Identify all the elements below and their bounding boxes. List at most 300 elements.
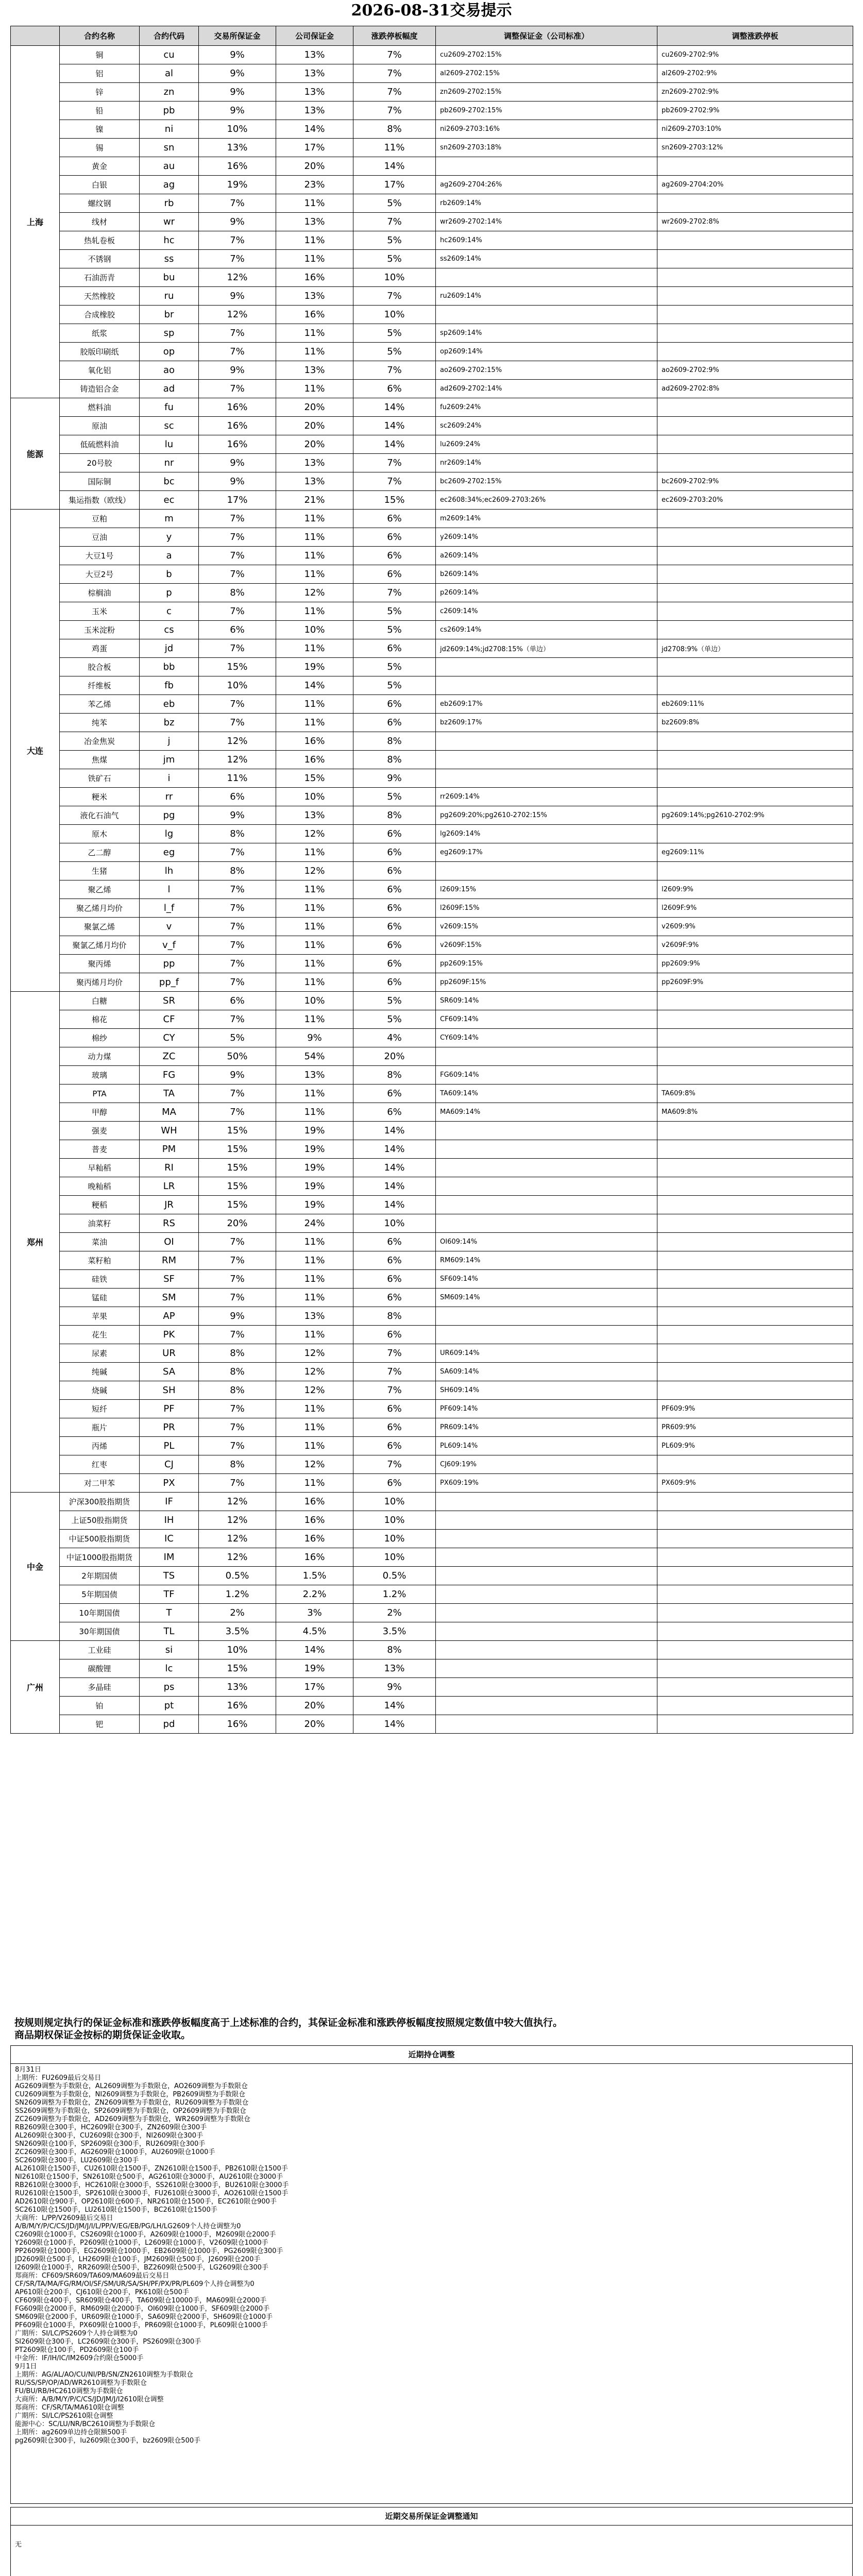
adjusted-margin: PX609:19% <box>436 1474 657 1493</box>
contract-name: 上证50股指期货 <box>60 1511 140 1530</box>
contract-name: 石油沥青 <box>60 268 140 287</box>
contract-code: RS <box>140 1214 199 1233</box>
table-row <box>11 1233 853 1251</box>
adjusted-limit <box>657 1363 853 1381</box>
adjusted-limit <box>657 1678 853 1697</box>
adjusted-limit <box>657 1122 853 1140</box>
table-row <box>11 1214 853 1233</box>
contract-name: 尿素 <box>60 1344 140 1363</box>
table-row <box>11 1585 853 1604</box>
contract-name: 工业硅 <box>60 1641 140 1659</box>
contract-code: ad <box>140 380 199 398</box>
company-margin: 11% <box>276 1270 353 1289</box>
adjusted-limit <box>657 194 853 213</box>
contract-name: 棉花 <box>60 1010 140 1029</box>
contract-code: pp_f <box>140 973 199 992</box>
adjusted-limit <box>657 992 853 1010</box>
exchange-margin: 3.5% <box>199 1622 276 1641</box>
contract-code: PR <box>140 1418 199 1437</box>
exchange-margin: 8% <box>199 1363 276 1381</box>
adjusted-margin: ec2608:34%;ec2609-2703:26% <box>436 491 657 510</box>
contract-code: lc <box>140 1659 199 1678</box>
table-row <box>11 1029 853 1047</box>
table-row <box>11 992 853 1010</box>
exchange-margin: 15% <box>199 1196 276 1214</box>
contract-name: 螺纹钢 <box>60 194 140 213</box>
adjusted-margin <box>436 732 657 751</box>
exchange-margin: 7% <box>199 936 276 955</box>
table-row <box>11 565 853 584</box>
company-margin: 1.5% <box>276 1567 353 1585</box>
contract-code: lh <box>140 862 199 880</box>
price-limit: 6% <box>353 918 436 936</box>
adjusted-margin: l2609:15% <box>436 880 657 899</box>
exchange-margin: 6% <box>199 788 276 806</box>
price-limit: 7% <box>353 1344 436 1363</box>
price-limit: 10% <box>353 1548 436 1567</box>
adjusted-margin: hc2609:14% <box>436 231 657 250</box>
table-row <box>11 194 853 213</box>
company-margin: 11% <box>276 843 353 862</box>
adjusted-limit <box>657 1159 853 1177</box>
price-limit: 14% <box>353 1177 436 1196</box>
contract-code: hc <box>140 231 199 250</box>
exchange-margin: 7% <box>199 343 276 361</box>
contract-code: IH <box>140 1511 199 1530</box>
exchange-margin: 10% <box>199 676 276 695</box>
contract-code: UR <box>140 1344 199 1363</box>
exchange-margin: 13% <box>199 1678 276 1697</box>
adjusted-limit <box>657 1307 853 1326</box>
table-row <box>11 639 853 658</box>
company-margin: 11% <box>276 1010 353 1029</box>
adjusted-margin: CJ609:19% <box>436 1455 657 1474</box>
contract-name: 线材 <box>60 213 140 231</box>
company-margin: 16% <box>276 1511 353 1530</box>
contract-name: 低硫燃料油 <box>60 435 140 454</box>
contract-name: 普麦 <box>60 1140 140 1159</box>
section-title: 近期交易所保证金调整通知 <box>11 2507 852 2526</box>
price-limit: 6% <box>353 714 436 732</box>
exchange-margin: 7% <box>199 1326 276 1344</box>
section-date: 8月31日 <box>15 2066 41 2074</box>
table-row <box>11 547 853 565</box>
adjusted-limit: bz2609:8% <box>657 714 853 732</box>
adjusted-limit <box>657 1641 853 1659</box>
contract-name: 多晶硅 <box>60 1678 140 1697</box>
adjusted-limit <box>657 1289 853 1307</box>
contract-name: 镍 <box>60 120 140 139</box>
exchange-margin: 7% <box>199 380 276 398</box>
company-margin: 13% <box>276 83 353 101</box>
adjusted-limit <box>657 1066 853 1084</box>
rules-notice: 按规则规定执行的保证金标准和涨跌停板幅度高于上述标准的合约，其保证金标准和涨跌停板幅度按照规定数值中较大值执行。 商品期权保证金按标的期货保证金收取。 <box>14 2017 563 2041</box>
exchange-margin: 7% <box>199 714 276 732</box>
contract-code: ss <box>140 250 199 268</box>
price-limit: 7% <box>353 361 436 380</box>
table-row <box>11 1307 853 1326</box>
contract-name: 豆油 <box>60 528 140 547</box>
price-limit: 7% <box>353 584 436 602</box>
company-margin: 19% <box>276 1196 353 1214</box>
company-margin: 11% <box>276 510 353 528</box>
exchange-header <box>11 26 60 46</box>
adjusted-margin: a2609:14% <box>436 547 657 565</box>
table-row <box>11 676 853 695</box>
price-limit: 7% <box>353 1455 436 1474</box>
company-margin: 10% <box>276 621 353 639</box>
column-header: 调整涨跌停板 <box>657 26 853 46</box>
contract-name: 纯苯 <box>60 714 140 732</box>
contract-name: 鸡蛋 <box>60 639 140 658</box>
company-margin: 11% <box>276 1289 353 1307</box>
adjusted-limit <box>657 1585 853 1604</box>
contract-name: 合成橡胶 <box>60 306 140 324</box>
adjusted-margin: bz2609:17% <box>436 714 657 732</box>
adjusted-limit: PX609:9% <box>657 1474 853 1493</box>
price-limit: 7% <box>353 213 436 231</box>
company-margin: 11% <box>276 565 353 584</box>
company-margin: 2.2% <box>276 1585 353 1604</box>
contract-code: CF <box>140 1010 199 1029</box>
table-row <box>11 1697 853 1715</box>
adjusted-margin: y2609:14% <box>436 528 657 547</box>
table-row <box>11 287 853 306</box>
company-margin: 20% <box>276 157 353 176</box>
price-limit: 6% <box>353 973 436 992</box>
table-row <box>11 472 853 491</box>
contract-code: zn <box>140 83 199 101</box>
exchange-margin: 7% <box>199 547 276 565</box>
company-margin: 13% <box>276 454 353 472</box>
adjusted-margin: MA609:14% <box>436 1103 657 1122</box>
adjusted-margin <box>436 1641 657 1659</box>
table-row <box>11 268 853 287</box>
exchange-margin: 20% <box>199 1214 276 1233</box>
exchange-margin: 2% <box>199 1604 276 1622</box>
price-limit: 10% <box>353 1493 436 1511</box>
adjusted-margin: bc2609-2702:15% <box>436 472 657 491</box>
company-margin: 11% <box>276 1233 353 1251</box>
contract-name: 中证500股指期货 <box>60 1530 140 1548</box>
table-row <box>11 64 853 83</box>
table-row <box>11 1418 853 1437</box>
adjusted-margin <box>436 751 657 769</box>
exchange-margin: 9% <box>199 806 276 825</box>
exchange-margin: 7% <box>199 639 276 658</box>
adjusted-margin <box>436 862 657 880</box>
contract-code: FG <box>140 1066 199 1084</box>
adjusted-limit <box>657 454 853 472</box>
exchange-margin: 7% <box>199 695 276 714</box>
price-limit: 14% <box>353 398 436 417</box>
adjusted-limit: ao2609-2702:9% <box>657 361 853 380</box>
contract-code: l <box>140 880 199 899</box>
adjusted-margin: OI609:14% <box>436 1233 657 1251</box>
adjusted-limit <box>657 1140 853 1159</box>
adjusted-limit <box>657 1326 853 1344</box>
contract-code: ec <box>140 491 199 510</box>
section-text-2: 9月1日 上期所：AG/AL/AO/CU/NI/PB/SN/ZN2610调整为手数限仓 RU/SS/SP/OP/AD/WR2610调整为手数限仓 FU/BU/RB/HC2610调整为手数限仓 大商所：A/B/M/Y/P/C/CS/JD/JM/J/I2610限仓调整 郑商所：CF/SR/TA/MA610限仓调整 广期所：SI/LC/PS2610限仓调整 能源中心：SC/LU/NR/BC2610调整为手数限仓 上期所：ag2609单边持仓限额500手 pg2609限仓300手，lu2609限仓300手，bz2609限仓500手 <box>15 2363 201 2445</box>
price-limit: 6% <box>353 1400 436 1418</box>
adjusted-margin: pb2609-2702:15% <box>436 101 657 120</box>
adjusted-limit <box>657 1530 853 1548</box>
exchange-label: 广州 <box>11 1641 60 1734</box>
exchange-margin: 19% <box>199 176 276 194</box>
adjusted-margin: ru2609:14% <box>436 287 657 306</box>
company-margin: 16% <box>276 306 353 324</box>
table-row <box>11 899 853 918</box>
contract-code: TF <box>140 1585 199 1604</box>
adjusted-limit <box>657 565 853 584</box>
contract-name: 粳稻 <box>60 1196 140 1214</box>
contract-code: nr <box>140 454 199 472</box>
contract-name: 铂 <box>60 1697 140 1715</box>
table-row <box>11 936 853 955</box>
adjusted-limit <box>657 1659 853 1678</box>
price-limit: 6% <box>353 825 436 843</box>
exchange-margin: 7% <box>199 1233 276 1251</box>
exchange-margin: 13% <box>199 139 276 157</box>
adjusted-margin: nr2609:14% <box>436 454 657 472</box>
exchange-margin: 9% <box>199 1307 276 1326</box>
company-margin: 4.5% <box>276 1622 353 1641</box>
exchange-margin: 8% <box>199 1381 276 1400</box>
company-margin: 16% <box>276 751 353 769</box>
contract-code: l_f <box>140 899 199 918</box>
exchange-margin: 9% <box>199 454 276 472</box>
column-header: 涨跌停板幅度 <box>353 26 436 46</box>
price-limit: 5% <box>353 231 436 250</box>
exchange-label: 中金 <box>11 1493 60 1641</box>
adjusted-margin: SH609:14% <box>436 1381 657 1400</box>
adjusted-margin: pp2609:15% <box>436 955 657 973</box>
contract-name: 原木 <box>60 825 140 843</box>
table-row <box>11 231 853 250</box>
exchange-margin: 12% <box>199 306 276 324</box>
adjusted-limit <box>657 1214 853 1233</box>
contract-name: 液化石油气 <box>60 806 140 825</box>
adjusted-limit <box>657 1697 853 1715</box>
price-limit: 6% <box>353 528 436 547</box>
exchange-margin: 12% <box>199 732 276 751</box>
adjusted-limit <box>657 157 853 176</box>
price-limit: 10% <box>353 306 436 324</box>
exchange-margin: 1.2% <box>199 1585 276 1604</box>
adjusted-limit: pp2609:9% <box>657 955 853 973</box>
adjusted-limit: al2609-2702:9% <box>657 64 853 83</box>
adjusted-margin <box>436 658 657 676</box>
price-limit: 15% <box>353 491 436 510</box>
price-limit: 14% <box>353 1159 436 1177</box>
table-row <box>11 120 853 139</box>
contract-code: c <box>140 602 199 621</box>
price-limit: 6% <box>353 1103 436 1122</box>
contract-name: 乙二醇 <box>60 843 140 862</box>
company-margin: 23% <box>276 176 353 194</box>
price-limit: 14% <box>353 1697 436 1715</box>
contract-name: 对二甲苯 <box>60 1474 140 1493</box>
contract-code: ao <box>140 361 199 380</box>
adjusted-margin: lu2609:24% <box>436 435 657 454</box>
price-limit: 6% <box>353 510 436 528</box>
table-row <box>11 139 853 157</box>
adjusted-limit: wr2609-2702:8% <box>657 213 853 231</box>
price-limit: 7% <box>353 472 436 491</box>
table-row <box>11 1455 853 1474</box>
contract-code: op <box>140 343 199 361</box>
company-margin: 12% <box>276 1381 353 1400</box>
company-margin: 13% <box>276 472 353 491</box>
price-limit: 5% <box>353 992 436 1010</box>
adjusted-limit <box>657 1715 853 1734</box>
company-margin: 11% <box>276 1418 353 1437</box>
price-limit: 7% <box>353 46 436 64</box>
contract-name: 豆粕 <box>60 510 140 528</box>
table-row <box>11 788 853 806</box>
adjusted-margin <box>436 1196 657 1214</box>
adjusted-limit <box>657 1455 853 1474</box>
adjusted-limit <box>657 250 853 268</box>
adjusted-limit <box>657 584 853 602</box>
exchange-margin: 7% <box>199 1400 276 1418</box>
exchange-margin: 10% <box>199 1641 276 1659</box>
company-margin: 11% <box>276 343 353 361</box>
exchange-margin: 9% <box>199 64 276 83</box>
price-limit: 8% <box>353 1307 436 1326</box>
adjusted-limit <box>657 1196 853 1214</box>
table-row <box>11 46 853 64</box>
table-row <box>11 658 853 676</box>
adjusted-limit <box>657 1010 853 1029</box>
trading-notice-sheet <box>10 0 853 2576</box>
contract-code: rr <box>140 788 199 806</box>
adjusted-limit <box>657 1344 853 1363</box>
adjusted-limit <box>657 287 853 306</box>
contract-code: au <box>140 157 199 176</box>
adjusted-limit <box>657 676 853 695</box>
adjusted-limit <box>657 1251 853 1270</box>
adjusted-margin: SA609:14% <box>436 1363 657 1381</box>
table-body <box>11 46 853 1734</box>
company-margin: 14% <box>276 120 353 139</box>
adjusted-limit <box>657 398 853 417</box>
contract-code: br <box>140 306 199 324</box>
price-limit: 10% <box>353 1511 436 1530</box>
exchange-margin: 8% <box>199 1455 276 1474</box>
contract-name: 铝 <box>60 64 140 83</box>
exchange-margin: 6% <box>199 621 276 639</box>
exchange-margin: 6% <box>199 992 276 1010</box>
exchange-margin: 15% <box>199 1122 276 1140</box>
adjusted-margin <box>436 268 657 287</box>
adjusted-margin: ao2609-2702:15% <box>436 361 657 380</box>
price-limit: 14% <box>353 1122 436 1140</box>
table-row <box>11 1066 853 1084</box>
table-row <box>11 306 853 324</box>
contract-code: JR <box>140 1196 199 1214</box>
contract-name: 菜油 <box>60 1233 140 1251</box>
adjusted-margin: ni2609-2703:16% <box>436 120 657 139</box>
price-limit: 13% <box>353 1659 436 1678</box>
adjusted-limit <box>657 306 853 324</box>
exchange-margin: 9% <box>199 83 276 101</box>
adjusted-limit <box>657 602 853 621</box>
price-limit: 5% <box>353 676 436 695</box>
adjusted-limit <box>657 268 853 287</box>
table-row <box>11 1659 853 1678</box>
adjusted-margin <box>436 676 657 695</box>
adjusted-limit <box>657 1604 853 1622</box>
adjusted-limit <box>657 769 853 788</box>
company-margin: 11% <box>276 324 353 343</box>
adjusted-limit <box>657 732 853 751</box>
table-row <box>11 380 853 398</box>
table-row <box>11 1122 853 1140</box>
company-margin: 11% <box>276 714 353 732</box>
company-margin: 11% <box>276 1103 353 1122</box>
table-row <box>11 1511 853 1530</box>
exchange-margin: 9% <box>199 287 276 306</box>
exchange-margin: 7% <box>199 528 276 547</box>
table-row <box>11 1270 853 1289</box>
adjusted-margin <box>436 1659 657 1678</box>
company-margin: 11% <box>276 380 353 398</box>
price-limit: 9% <box>353 1678 436 1697</box>
adjusted-margin <box>436 1177 657 1196</box>
table-row <box>11 361 853 380</box>
table-row <box>11 1678 853 1697</box>
table-row <box>11 1567 853 1585</box>
adjusted-margin: v2609F:15% <box>436 936 657 955</box>
column-header: 合约代码 <box>140 26 199 46</box>
adjusted-margin: pp2609F:15% <box>436 973 657 992</box>
exchange-margin: 7% <box>199 955 276 973</box>
contract-name: 苯乙烯 <box>60 695 140 714</box>
adjusted-margin: SM609:14% <box>436 1289 657 1307</box>
company-margin: 12% <box>276 825 353 843</box>
contract-code: v_f <box>140 936 199 955</box>
contract-name: 甲醇 <box>60 1103 140 1122</box>
exchange-margin: 9% <box>199 101 276 120</box>
page-title: 2026-08-31交易提示 <box>351 2 512 20</box>
contract-code: fb <box>140 676 199 695</box>
section-body <box>11 2064 852 2504</box>
contract-name: 氧化铝 <box>60 361 140 380</box>
table-row <box>11 751 853 769</box>
table-row <box>11 955 853 973</box>
contract-code: j <box>140 732 199 751</box>
company-margin: 12% <box>276 1344 353 1363</box>
contract-name: 聚乙烯 <box>60 880 140 899</box>
adjusted-limit <box>657 1233 853 1251</box>
contract-name: 红枣 <box>60 1455 140 1474</box>
adjusted-margin: RM609:14% <box>436 1251 657 1270</box>
company-margin: 20% <box>276 1697 353 1715</box>
price-limit: 14% <box>353 417 436 435</box>
adjusted-margin <box>436 1585 657 1604</box>
contract-name: 丙烯 <box>60 1437 140 1455</box>
contract-name: 烧碱 <box>60 1381 140 1400</box>
table-row <box>11 825 853 843</box>
price-limit: 14% <box>353 1196 436 1214</box>
column-header: 调整保证金（公司标准） <box>436 26 657 46</box>
contract-name: 燃料油 <box>60 398 140 417</box>
company-margin: 14% <box>276 1641 353 1659</box>
adjusted-margin: zn2609-2702:15% <box>436 83 657 101</box>
company-margin: 9% <box>276 1029 353 1047</box>
exchange-margin: 8% <box>199 825 276 843</box>
